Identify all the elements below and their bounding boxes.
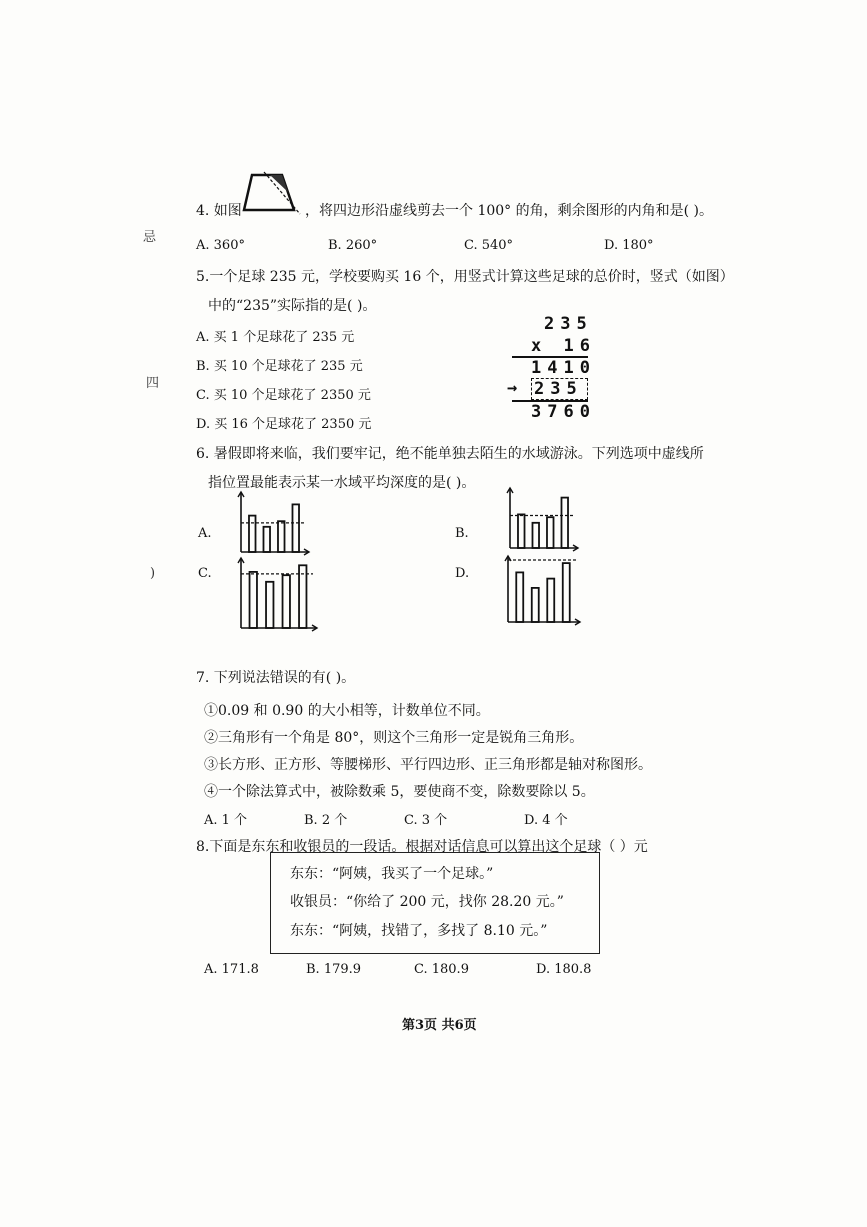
q8-option-a: A. 171.8 [204,962,259,977]
bar [278,521,285,552]
bar [518,514,525,548]
q4-suffix: ，将四边形沿虚线剪去一个 100° 的角，剩余图形的内角和是( )。 [305,203,713,219]
q7-stem: 7. 下列说法错误的有( )。 [196,670,356,686]
chart-b [502,488,578,552]
chart-c [233,558,317,632]
q6-line2: 指位置最能表示某一水域平均深度的是( )。 [208,475,476,491]
q4-option-d: D. 180° [604,238,654,253]
chart-a [233,492,309,556]
q4-option-c: C. 540° [464,238,514,253]
q7-option-a: A. 1 个 [204,813,248,828]
q5-option-b: B. 买 10 个足球花了 235 元 [196,359,363,374]
bar [250,572,257,628]
bar [547,579,554,622]
q6-label-b: B. [455,526,469,541]
q7-item-2: ②三角形有一个角是 80°，则这个三角形一定是锐角三角形。 [204,730,584,746]
q5-option-a: A. 买 1 个足球花了 235 元 [196,330,355,345]
q7-item-3: ③长方形、正方形、等腰梯形、平行四边形、正三角形都是轴对称图形。 [204,757,652,773]
bar [299,565,306,628]
calc-row-5: 3760 [531,402,596,422]
q4-option-b: B. 260° [328,238,378,253]
q5-line1: 5.一个足球 235 元，学校要购买 16 个，用竖式计算这些足球的总价时，竖式（如图） [196,269,734,285]
q6-label-c: C. [198,566,212,581]
margin-mark: 四 [146,376,160,391]
calc-row-3: 1410 [531,358,596,378]
q7-option-b: B. 2 个 [304,813,348,828]
bar [249,516,256,552]
dialog-line-2: 收银员：“你给了 200 元，找你 28.20 元。” [290,894,564,910]
bar [263,527,270,552]
q5-line2: 中的“235”实际指的是( )。 [208,298,377,314]
margin-mark: 忌 [143,230,157,245]
q8-option-b: B. 179.9 [306,962,362,977]
bar [532,588,539,622]
q6-label-a: A. [198,526,212,541]
q7-item-4: ④一个除法算式中，被除数乘 5，要使商不变，除数要除以 5。 [204,784,595,800]
bar [516,572,523,622]
q5-option-d: D. 买 16 个足球花了 2350 元 [196,417,372,432]
q7-item-1: ①0.09 和 0.90 的大小相等，计数单位不同。 [204,703,490,719]
q4-option-a: A. 360° [196,238,245,253]
q4-prefix: 4. 如图 [196,203,242,219]
page-footer: 第3页 共6页 [402,1018,477,1033]
arrow-icon: → [507,378,518,398]
calc-row-2: x 16 [531,336,596,356]
bar [547,517,554,548]
q8-option-c: C. 180.9 [414,962,469,977]
bar [283,575,290,628]
q5-option-c: C. 买 10 个足球花了 2350 元 [196,388,371,403]
bar [561,498,568,548]
bar [563,563,570,622]
calc-row-4: 235 [531,378,588,400]
quadrilateral-figure [242,172,304,216]
dialog-line-3: 东东：“阿姨，找错了，多找了 8.10 元。” [290,923,548,939]
q6-line1: 6. 暑假即将来临，我们要牢记，绝不能单独去陌生的水域游泳。下列选项中虚线所 [196,446,704,462]
q7-option-d: D. 4 个 [524,813,568,828]
q6-label-d: D. [455,566,470,581]
chart-d [500,556,580,626]
margin-mark: ) [150,566,156,581]
q8-option-d: D. 180.8 [536,962,592,977]
dialog-line-1: 东东：“阿姨，我买了一个足球。” [290,866,494,882]
calc-row-1: 235 [544,314,593,334]
bar [292,504,299,552]
q7-option-c: C. 3 个 [404,813,448,828]
bar [532,523,539,548]
bar [266,582,273,628]
q8-stem: 8.下面是东东和收银员的一段话。根据对话信息可以算出这个足球（ ）元 [196,839,648,855]
